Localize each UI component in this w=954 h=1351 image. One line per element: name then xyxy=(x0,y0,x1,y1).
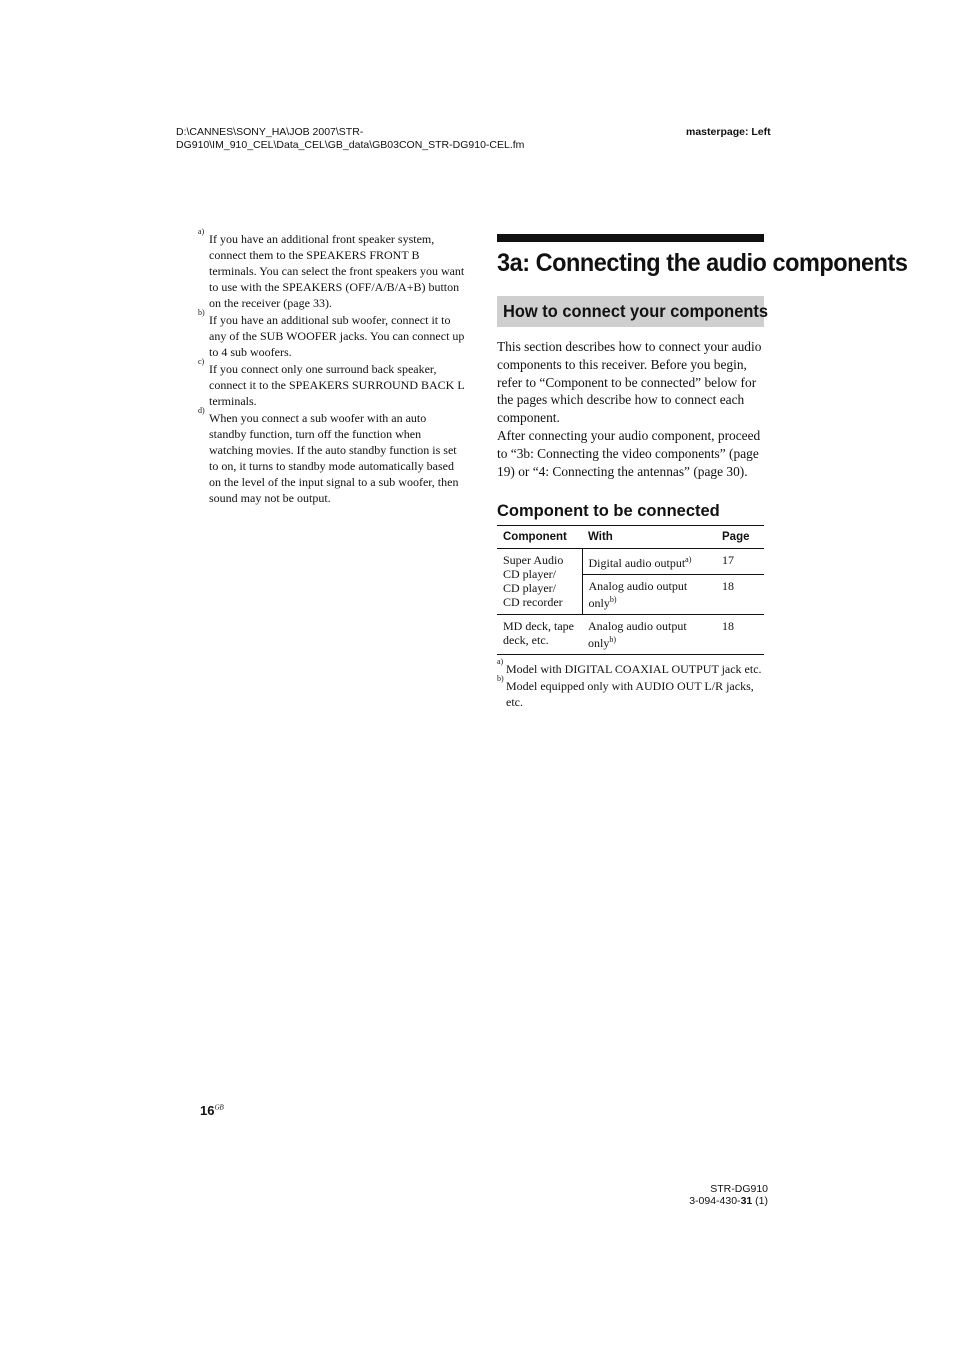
header-page: Page xyxy=(716,526,764,549)
table-footnote-a xyxy=(497,657,764,677)
paragraph-intro: This section describes how to connect your audio components to this receiver. Before you begin, refer to “Component to be connected” below for the pages which describe how to connect each component. xyxy=(497,339,762,426)
footnote-mark: b) xyxy=(198,308,205,317)
section-rule xyxy=(497,234,764,242)
footnote-mark: b) xyxy=(497,674,504,684)
footnote-text: If you have an additional front speaker system, connect them to the SPEAKERS FRONT B terminals. You can select the front speakers you want to use with the SPEAKERS (OFF/A/B/A+B) button on the receiver (page 33). xyxy=(209,232,465,310)
file-path-line1: D:\CANNES\SONY_HA\JOB 2007\STR- xyxy=(176,126,364,138)
component-table xyxy=(497,525,764,655)
footnote-mark: b) xyxy=(609,595,617,605)
subsection-title: How to connect your components xyxy=(503,301,769,321)
table-row xyxy=(497,615,764,655)
cell-page: 18 xyxy=(716,575,764,615)
footnote-text: Model equipped only with AUDIO OUT L/R jacks, etc. xyxy=(506,679,754,710)
footnote-text: When you connect a sub woofer with an auto standby function, turn off the function when watching movies. If the auto standby function is set to on, it turns to standby mode automatically based on the level of the input signal to a sub woofer, then sound may not be output. xyxy=(209,411,459,505)
footnote-mark: c) xyxy=(198,357,205,366)
footnote-text: Model with DIGITAL COAXIAL OUTPUT jack etc. xyxy=(506,662,762,677)
section-body xyxy=(497,338,764,480)
file-path-line2: DG910\IM_910_CEL\Data_CEL\GB_data\GB03CON_STR-DG910-CEL.fm xyxy=(176,139,525,151)
table-header-row xyxy=(497,526,764,549)
footnote-text: If you connect only one surround back speaker, connect it to the SPEAKERS SURROUND BACK L terminals. xyxy=(209,362,465,408)
cell-with: Digital audio output$^{a)}$ xyxy=(582,549,716,575)
page-number: $16^{GB}$ xyxy=(200,1103,224,1118)
page-suffix: GB xyxy=(214,1103,224,1112)
table-heading: Component to be connected xyxy=(497,502,720,521)
footnote-mark: a) xyxy=(497,657,504,667)
footnote-c xyxy=(198,357,466,409)
footnote-mark: a) xyxy=(685,555,692,565)
cell-component: MD deck, tape deck, etc. xyxy=(497,615,582,655)
paragraph-next-steps: After connecting your audio component, proceed to “3b: Connecting the video components” (page 19) or “4: Connecting the antennas” (page 30). xyxy=(497,427,761,479)
footnote-d xyxy=(198,406,466,506)
cell-page: 17 xyxy=(716,549,764,575)
footnote-mark: a) xyxy=(198,227,205,236)
table-row xyxy=(497,549,764,575)
table-footnote-b xyxy=(497,674,764,710)
masterpage-label: masterpage: Left xyxy=(686,126,771,138)
cell-with: Analog audio output only$^{b)}$ xyxy=(582,575,716,615)
cell-component: Super Audio CD player/ CD player/ CD recorder xyxy=(497,549,582,615)
footnote-b xyxy=(198,308,466,360)
main-column xyxy=(497,234,908,711)
footnote-mark: b) xyxy=(609,635,617,645)
footnote-mark: d) xyxy=(198,406,205,415)
footnote-text: If you have an additional sub woofer, connect it to any of the SUB WOOFER jacks. You can connect up to 4 sub woofers. xyxy=(209,313,465,359)
cell-with: Analog audio output only$^{b)}$ xyxy=(582,615,716,655)
model-code: 3-094-430-31 (1) xyxy=(689,1195,768,1207)
header-component: Component xyxy=(497,526,582,549)
left-footnotes xyxy=(198,227,466,507)
model-info xyxy=(640,1183,768,1207)
table-footnotes xyxy=(497,657,764,710)
subsection-box xyxy=(497,296,769,327)
footnote-a xyxy=(198,227,466,311)
cell-page: 18 xyxy=(716,615,764,655)
file-path xyxy=(176,126,576,152)
section-title: 3a: Connecting the audio components xyxy=(497,249,908,277)
model-name: STR-DG910 xyxy=(710,1183,768,1195)
header-with: With xyxy=(582,526,716,549)
